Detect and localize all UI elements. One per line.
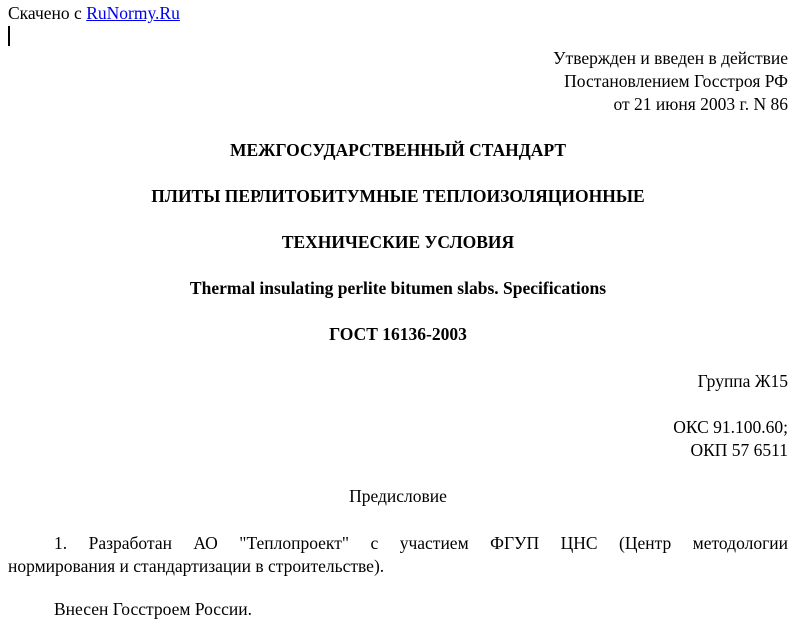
standard-name-heading: ПЛИТЫ ПЕРЛИТОБИТУМНЫЕ ТЕПЛОИЗОЛЯЦИОННЫЕ: [151, 186, 645, 206]
text-cursor: [8, 26, 10, 46]
foreword-item-1-line-1: 1. Разработан АО "Теплопроект" с участием ФГУП ЦНС (Центр методологии: [54, 533, 788, 553]
classification-codes: [673, 416, 788, 462]
group-label: Группа Ж15: [697, 371, 788, 391]
source-line: [8, 3, 180, 23]
foreword-item-1: [8, 532, 788, 578]
approval-line-1: Утвержден и введен в действие: [553, 48, 788, 68]
source-prefix: Скачено с: [8, 3, 82, 23]
oks-code: ОКС 91.100.60;: [673, 417, 788, 437]
foreword-heading: Предисловие: [349, 486, 447, 506]
english-title: Thermal insulating perlite bitumen slabs. Specifications: [189, 278, 607, 298]
approval-line-2: Постановлением Госстроя РФ: [564, 71, 788, 91]
standard-subtitle-heading: ТЕХНИЧЕСКИЕ УСЛОВИЯ: [281, 232, 515, 252]
foreword-introduced: Внесен Госстроем России.: [54, 599, 252, 619]
foreword-item-1-line-2: нормирования и стандартизации в строительстве).: [8, 556, 385, 576]
okp-code: ОКП 57 6511: [690, 440, 788, 460]
gost-code: ГОСТ 16136-2003: [329, 324, 467, 344]
runormy-link[interactable]: RuNormy.Ru: [86, 3, 180, 23]
approval-line-3: от 21 июня 2003 г. N 86: [613, 94, 788, 114]
approval-block: [553, 47, 788, 116]
standard-type-heading: МЕЖГОСУДАРСТВЕННЫЙ СТАНДАРТ: [229, 140, 567, 160]
